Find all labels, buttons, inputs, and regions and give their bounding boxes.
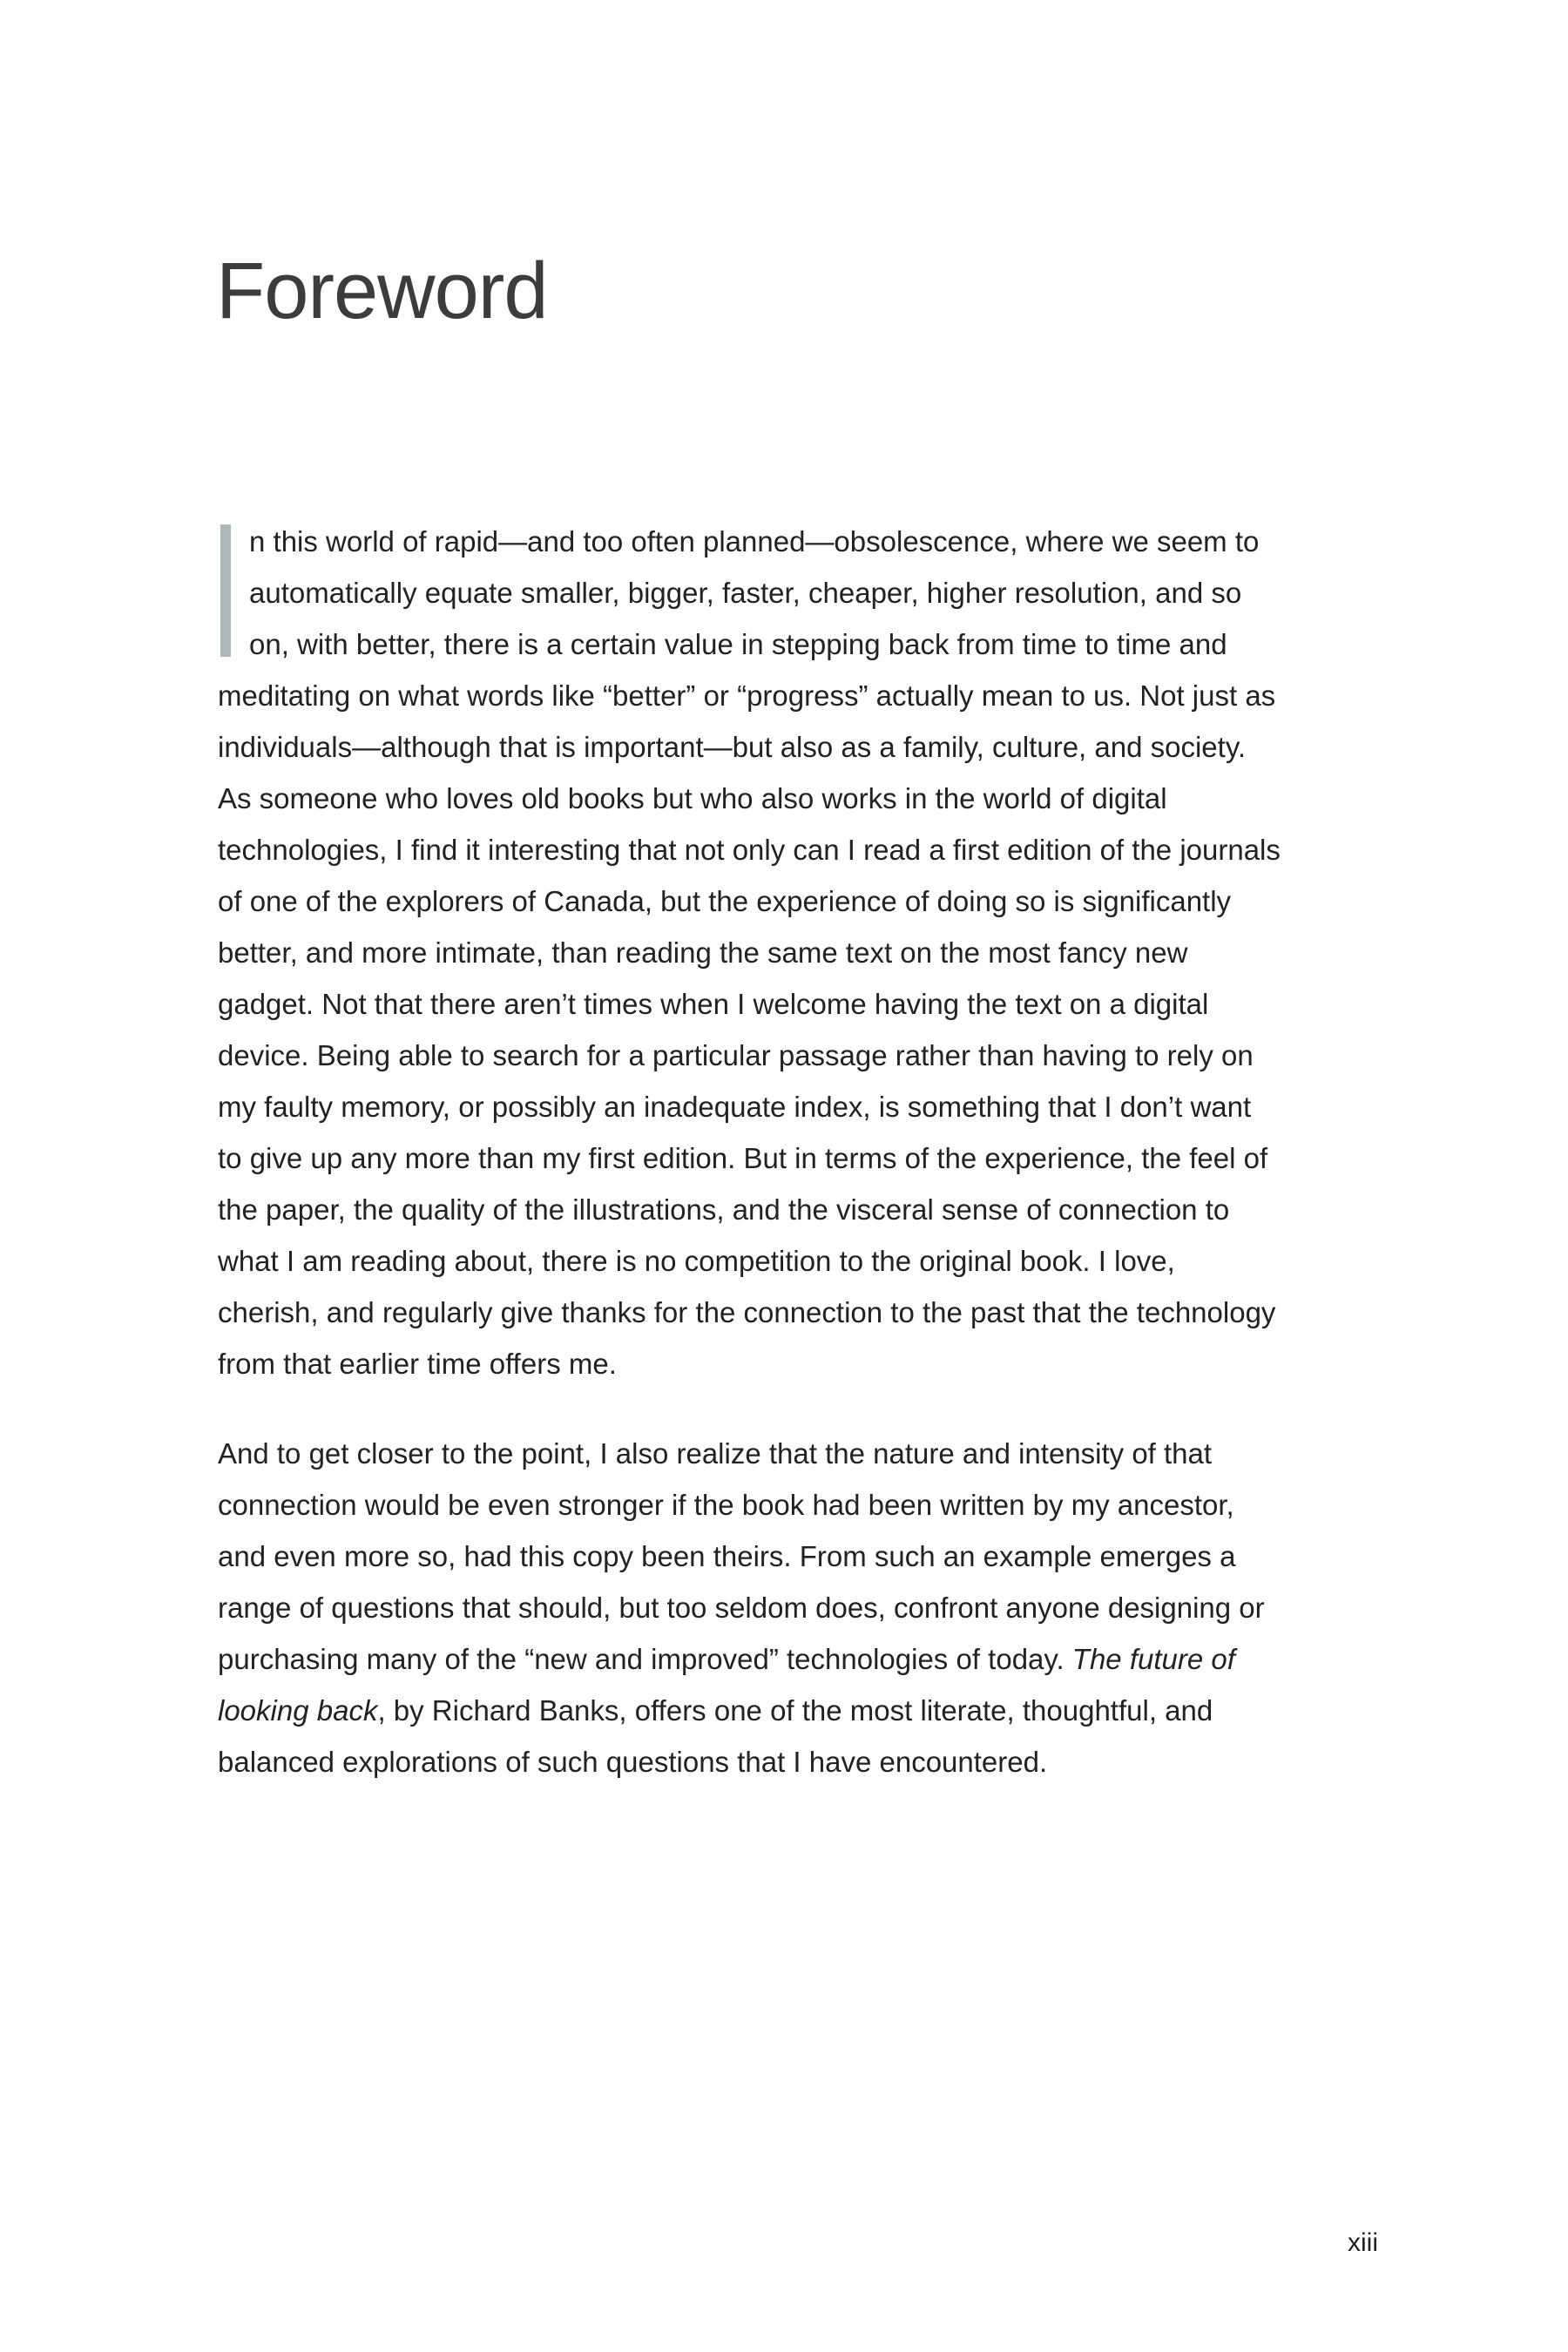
foreword-body (218, 516, 1281, 1788)
dropcap-letter-i (220, 524, 231, 657)
paragraph-2-segment: And to get closer to the point, I also realize that the nature and intensity of that connection would be even stronger if the book had been written by my ancestor, and even more so, had this copy been theirs. From such an example emerges a range of questions that should, but too seldom does, confront anyone designing or purchasing many of the “new and improved” technologies of today. (218, 1437, 1265, 1675)
paragraph-2 (218, 1428, 1281, 1788)
page-number: xiii (1348, 2228, 1378, 2257)
page-title: Foreword (216, 247, 548, 335)
paragraph-1 (218, 516, 1281, 1389)
paragraph-1-text: n this world of rapid—and too often planned—obsolescence, where we seem to automatically equate smaller, bigger, faster, cheaper, higher resolution, and so on, with better, there is a certain value in stepping back from time to time and meditating on what words like “better” or “progress” actually mean to us. Not just as individuals—although that is important—but also as a family, culture, and society. As someone who loves old books but who also works in the world of digital technologies, I find it interesting that not only can I read a first edition of the journals of one of the explorers of Canada, but the experience of doing so is significantly better, and more intimate, than reading the same text on the most fancy new gadget. Not that there aren’t times when I welcome having the text on a digital device. Being able to search for a particular passage rather than having to rely on my faulty memory, or possibly an inadequate index, is something that I don’t want to give up any more than my first edition. But in terms of the experience, the feel of the paper, the quality of the illustrations, and the visceral sense of connection to what I am reading about, there is no competition to the original book. I love, cherish, and regularly give thanks for the connection to the past that the technology from that earlier time offers me. (218, 525, 1281, 1380)
paragraph-2-segment: , by Richard Banks, offers one of the most literate, thoughtful, and balanced explorations of such questions that I have encountered. (218, 1694, 1213, 1778)
book-title-italic: The future of looking back (218, 1643, 1235, 1727)
